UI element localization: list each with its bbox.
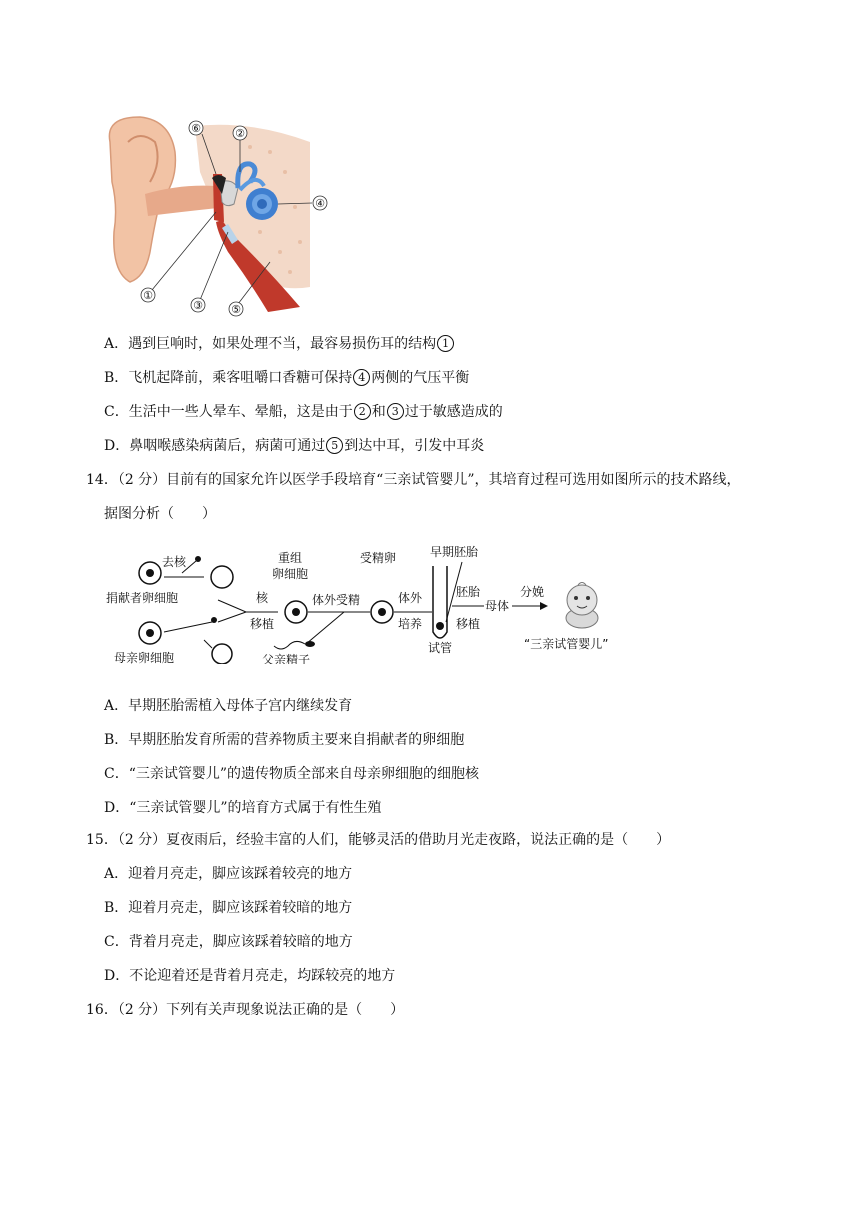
q14-option-a: A．早期胚胎需植入母体子宫内继续发育 xyxy=(104,698,353,714)
q14-stem-line1: 14．（2 分）目前有的国家允许以医学手段培育“三亲试管婴儿”，其培育过程可选用如图所示的技术路线， xyxy=(86,472,741,488)
nucleus-transfer-label-1: 核 xyxy=(256,591,269,605)
q14-option-b: B．早期胚胎发育所需的营养物质主要来自捐献者的卵细胞 xyxy=(104,732,465,748)
early-embryo xyxy=(436,622,444,630)
fertilized-egg-label: 受精卵 xyxy=(360,551,397,565)
donor-egg-label: 捐献者卵细胞 xyxy=(106,591,179,605)
baby-label: “三亲试管婴儿” xyxy=(524,637,609,651)
mother-egg-label: 母亲卵细胞 xyxy=(114,651,175,664)
q13-option-c: C．生活中一些人晕车、晕船，这是由于 2 和 3 过于敏感造成的 xyxy=(104,404,503,420)
q14-stem-line2: 据图分析（ ） xyxy=(104,506,216,522)
culture-label-2: 培养 xyxy=(398,617,423,631)
circled-number: 4 xyxy=(353,369,370,386)
q15-option-a: A．迎着月亮走，脚应该踩着较亮的地方 xyxy=(104,866,353,882)
circled-number: 3 xyxy=(387,403,404,420)
nucleus-transfer-label-2: 移植 xyxy=(250,617,275,631)
q15-option-d: D．不论迎着还是背着月亮走，均踩较亮的地方 xyxy=(104,968,396,984)
ear-label-5: ⑤ xyxy=(231,303,241,316)
circled-number: 5 xyxy=(326,437,343,454)
ear-label-4: ④ xyxy=(315,197,325,210)
father-sperm-label: 父亲精子 xyxy=(262,653,311,664)
test-tube-label: 试管 xyxy=(428,641,453,655)
remove-nucleus-label: 去核 xyxy=(162,555,187,569)
q13-option-b: B．飞机起降前，乘客咀嚼口香糖可保持 4 两侧的气压平衡 xyxy=(104,370,470,386)
three-parent-ivf-diagram xyxy=(100,540,640,664)
q13-option-d: D．鼻咽喉感染病菌后，病菌可通过 5 到达中耳，引发中耳炎 xyxy=(104,438,485,454)
embryo-transfer-label-2: 移植 xyxy=(456,617,481,631)
sperm-cell xyxy=(305,641,315,647)
ear-label-6: ⑥ xyxy=(191,122,201,135)
q14-option-d: D．“三亲试管婴儿”的培育方式属于有性生殖 xyxy=(104,800,382,816)
q13-option-a: A．遇到巨响时，如果处理不当，最容易损伤耳的结构 1 xyxy=(104,334,455,354)
circled-number: 1 xyxy=(437,335,454,352)
ear-label-2: ② xyxy=(235,127,245,140)
baby-illustration xyxy=(566,583,598,629)
culture-label-1: 体外 xyxy=(398,591,423,605)
early-embryo-label: 早期胚胎 xyxy=(430,545,479,559)
embryo-transfer-label-1: 胚胎 xyxy=(456,585,481,599)
q15-option-b: B．迎着月亮走，脚应该踩着较暗的地方 xyxy=(104,900,353,916)
recombined-label-2: 卵细胞 xyxy=(272,567,309,581)
mother-body-label: 母体 xyxy=(485,599,510,613)
q15-option-c: C．背着月亮走，脚应该踩着较暗的地方 xyxy=(104,934,353,950)
q14-option-c: C．“三亲试管婴儿”的遗传物质全部来自母亲卵细胞的细胞核 xyxy=(104,766,480,782)
ivf-label: 体外受精 xyxy=(312,593,361,607)
birth-label: 分娩 xyxy=(520,585,545,599)
removed-nucleus xyxy=(195,556,201,562)
ear-label-1: ① xyxy=(143,289,153,302)
ear-label-3: ③ xyxy=(193,299,203,312)
enucleated-egg xyxy=(211,566,233,588)
mother-egg-remnant xyxy=(212,644,232,664)
ear-anatomy-figure xyxy=(100,112,340,320)
circled-number: 2 xyxy=(354,403,371,420)
mother-nucleus xyxy=(211,617,217,623)
q16-stem: 16．（2 分）下列有关声现象说法正确的是（ ） xyxy=(86,1002,405,1018)
recombined-label-1: 重组 xyxy=(278,551,303,565)
q15-stem: 15．（2 分）夏夜雨后，经验丰富的人们，能够灵活的借助月光走夜路，说法正确的是（ ） xyxy=(86,832,671,848)
